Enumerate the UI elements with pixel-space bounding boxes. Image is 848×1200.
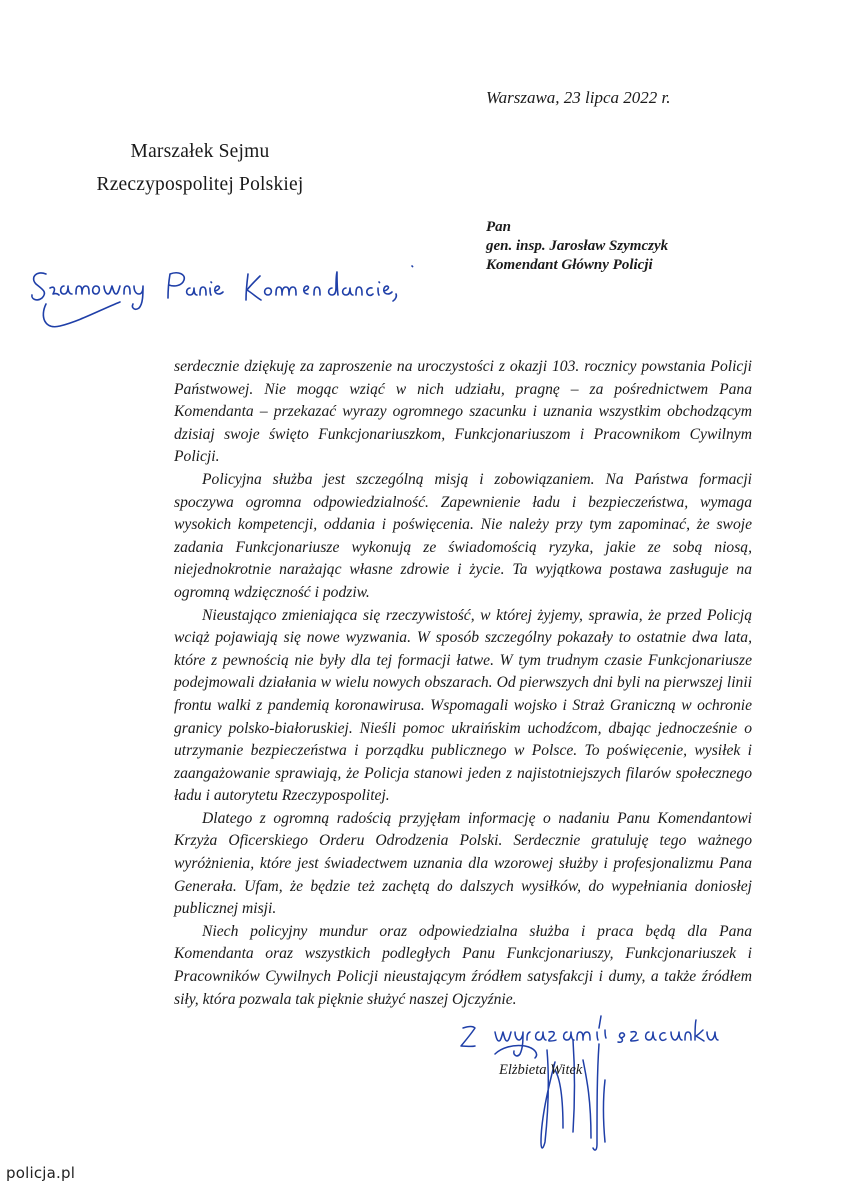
recipient-position: Komendant Główny Policji	[486, 257, 653, 273]
body-paragraph: serdecznie dziękuję za zaproszenie na uroczystości z okazji 103. rocznicy powstania Policji Państwowej. Nie mogąc wziąć w nich udziału, pragnę – za pośrednictwem Pana Komendanta – przekazać wyrazy ogromnego szacunku i uznania wszystkim obchodzącym dzisiaj swoje święto Funkcjonariuszkom, Funkcjonariuszom i Pracownikom Cywilnym Policji.	[174, 358, 752, 466]
body-paragraph: Policyjna służba jest szczególną misją i zobowiązaniem. Na Państwa formacji spoczywa ogromna odpowiedzialność. Zapewnienie ładu i bezpieczeństwa, wymaga wysokich kompetencji, oddania i poświęcenia. Nie należy przy tym zapominać, że swoje zadania Funkcjonariusze wykonują ze świadomością ryzyka, jakie ze sobą niosą, niejednokrotnie narażając własne zdrowie i życie. Ta wyjątkowa postawa zasługuje na ogromną wdzięczność i podziw.	[174, 470, 752, 601]
sender-subtitle: Rzeczypospolitej Polskiej	[96, 174, 304, 195]
policja-logo	[6, 1164, 75, 1182]
handwritten-salutation	[24, 258, 444, 336]
letter-body	[174, 356, 752, 1011]
letter-date: Warszawa, 23 lipca 2022 r.	[486, 88, 671, 107]
signer-name: Elżbieta Witek	[499, 1062, 583, 1078]
sender-block	[80, 135, 320, 201]
sender-title: Marszałek Sejmu	[130, 141, 270, 162]
body-paragraph: Nieustająco zmieniająca się rzeczywistość, w której żyjemy, sprawia, że przed Policją wciąż pojawiają się nowe wyzwania. W sposób szczególny pokazały to ostatnie dwa lata, które z pewnością nie były dla tej formacji łatwe. W tym trudnym czasie Funkcjonariusze podejmowali działania w wielu nowych obszarach. Od pierwszych dni byli na pierwszej linii frontu walki z pandemią koronawirusa. Wspomagali wojsko i Straż Graniczną w ochronie granicy polsko-białoruskiej. Nieśli pomoc ukraińskim uchodźcom, dbając jednocześnie o utrzymanie bezpieczeństwa i porządku publicznego w Polsce. To poświęcenie, wysiłek i zaangażowanie sprawiają, że Policja stanowi jeden z najistotniejszych filarów społecznego ładu i autorytetu Rzeczypospolitej.	[174, 606, 752, 805]
recipient-block	[486, 218, 668, 275]
recipient-honorific: Pan	[486, 219, 512, 235]
logo-text: policja.pl	[6, 1164, 76, 1182]
body-paragraph: Niech policyjny mundur oraz odpowiedzialna służba i praca będą dla Pana Komendanta oraz wszystkich podległych Panu Funkcjonariuszy, Funkcjonariuszek i Pracowników Cywilnych Policji nieustającym źródłem satysfakcji i dumy, a także źródłem siły, która pozwala tak pięknie służyć naszej Ojczyźnie.	[174, 922, 752, 1008]
recipient-name: gen. insp. Jarosław Szymczyk	[486, 238, 669, 254]
handwritten-signature	[455, 1010, 735, 1160]
body-paragraph: Dlatego z ogromną radością przyjęłam informację o nadaniu Panu Komendantowi Krzyża Oficerskiego Orderu Odrodzenia Polski. Serdecznie gratuluję tego ważnego wyróżnienia, które jest świadectwem uznania dla wzorowej służby i profesjonalizmu Pana Generała. Ufam, że będzie też zachętą do dalszych wysiłków, do wypełniania doniosłej publicznej misji.	[174, 809, 752, 918]
